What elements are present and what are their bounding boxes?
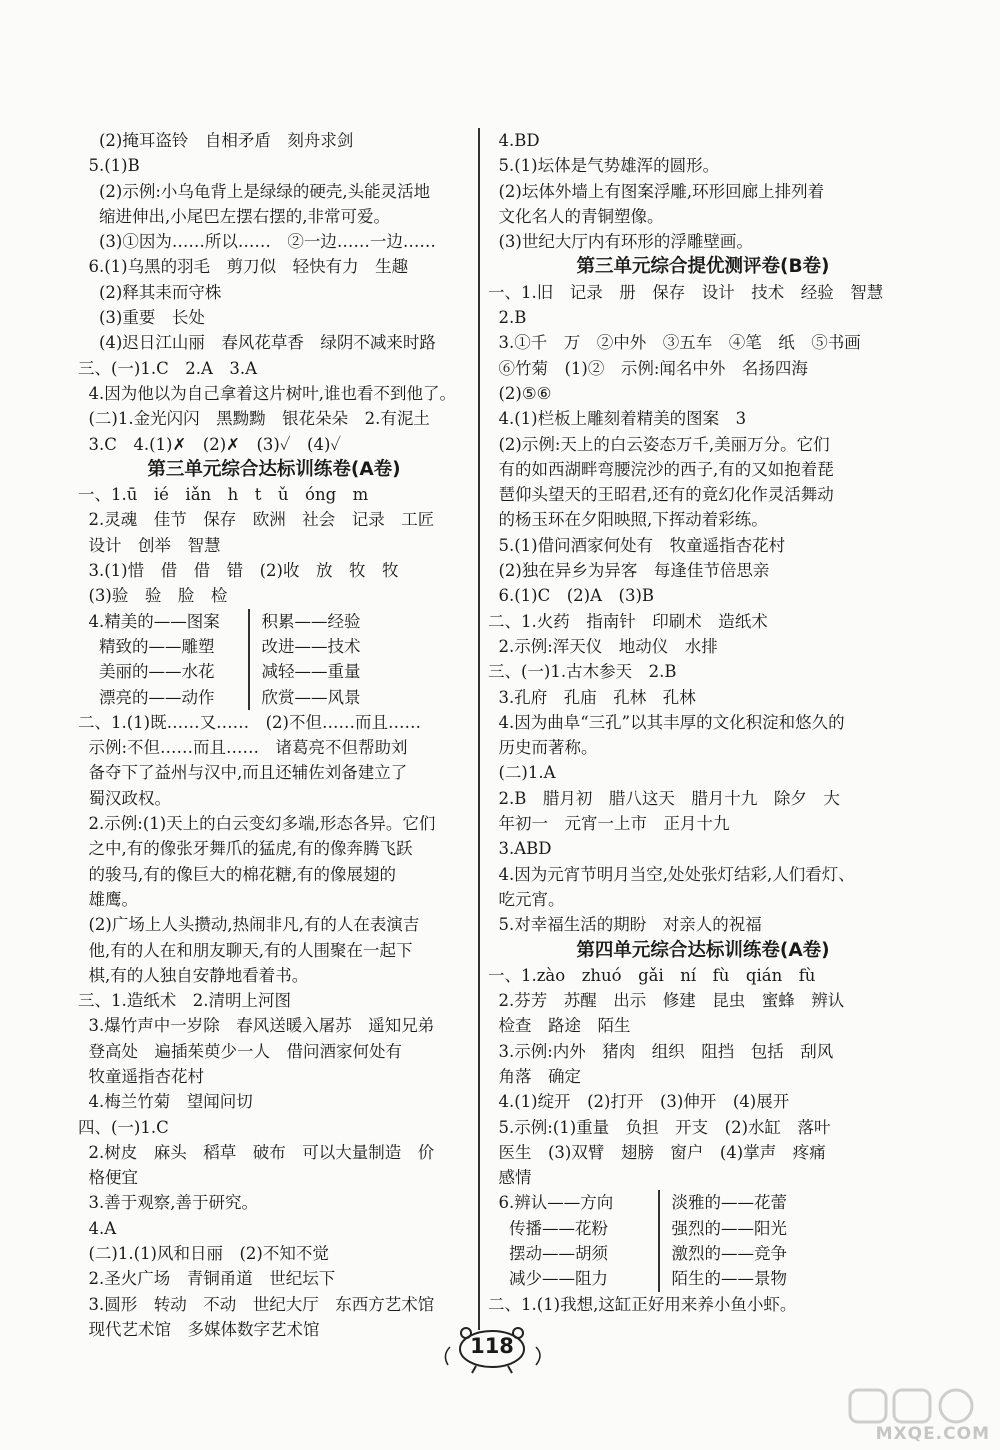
heading-unit3-a: 第三单元综合达标训练卷(A卷)	[147, 458, 401, 480]
watermark-text: MXQE.COM	[875, 1424, 990, 1444]
answer-line: 琶仰头望天的王昭君,还有的竟幻化作灵活舞动	[488, 485, 834, 505]
answer-line: 雄鹰。	[78, 889, 138, 909]
answers-unit3-a-part1	[78, 482, 470, 608]
pair-divider	[248, 609, 250, 634]
answer-line: (2)示例:小乌龟背上是绿绿的硬壳,头能灵活地	[78, 181, 431, 201]
answer-line: 牧童遥指杏花村	[78, 1066, 204, 1086]
answer-line: (2)示例:天上的白云姿态万千,美丽万分。它们	[488, 434, 830, 454]
pair-divider	[658, 1216, 660, 1241]
matching-pair-row	[78, 685, 470, 710]
pair-right: 强烈的——阳光	[671, 1218, 787, 1238]
answer-line: 二、1.火药 指南针 印刷术 造纸术	[488, 611, 768, 631]
answer-line: 2.树皮 麻头 稻草 破布 可以大量制造 价	[78, 1142, 435, 1162]
matching-pair-row	[488, 1190, 918, 1215]
answer-line: (2)独在异乡为异客 每逢佳节倍思亲	[488, 561, 770, 581]
answer-line: 备夺下了益州与汉中,而且还辅佐刘备建立了	[78, 763, 408, 783]
answer-line: (2)⑤⑥	[488, 383, 552, 403]
answer-line: 3.ABD	[488, 839, 552, 859]
answer-line: 三、(一)1.古木参天 2.B	[488, 662, 677, 682]
answer-line: 3.(1)惜 借 借 错 (2)收 放 牧 牧	[78, 561, 399, 581]
answer-line: 吃元宵。	[488, 889, 565, 909]
answer-line: 的杨玉环在夕阳映照,下挥动着彩练。	[488, 510, 768, 530]
answer-line: 有的如西湖畔弯腰浣沙的西子,有的又如抱着琵	[488, 459, 834, 479]
answer-line: 4.A	[78, 1218, 117, 1238]
answer-line: 医生 (3)双臂 翅膀 窗户 (4)掌声 疼痛	[488, 1142, 826, 1162]
pair-right: 积累——经验	[261, 611, 361, 631]
answer-line: (2)坛体外墙上有图案浮雕,环形回廊上排列着	[488, 181, 825, 201]
watermark-logo-icon	[820, 1388, 990, 1428]
answer-line: 4.因为曲阜“三孔”以其丰厚的文化积淀和悠久的	[488, 712, 845, 732]
answers-unit2-tail	[78, 128, 470, 457]
answer-line: 3.圆形 转动 不动 世纪大厅 东西方艺术馆	[78, 1294, 435, 1314]
watermark	[820, 1388, 990, 1444]
answer-line: (3)世纪大厅内有环形的浮雕壁画。	[488, 232, 753, 252]
answer-line: 5.(1)B	[78, 156, 140, 176]
matching-pairs-unit3-a	[78, 609, 470, 710]
answer-line: 的骏马,有的像巨大的棉花糖,有的像展翅的	[78, 864, 396, 884]
matching-pair-row	[488, 1266, 918, 1291]
pair-divider	[248, 685, 250, 710]
answer-line: (二)1.金光闪闪 黑黝黝 银花朵朵 2.有泥土	[78, 409, 430, 429]
answer-line: 4.(1)栏板上雕刻着精美的图案 3	[488, 409, 747, 429]
pair-left: 摆动——胡须	[488, 1244, 608, 1264]
answer-line: 三、(一)1.C 2.A 3.A	[78, 358, 258, 378]
answer-line: 5.对幸福生活的期盼 对亲人的祝福	[488, 915, 762, 935]
matching-pair-row	[78, 634, 470, 659]
answer-line: 2.B 腊月初 腊八这天 腊月十九 除夕 大	[488, 788, 840, 808]
pair-divider	[658, 1241, 660, 1266]
answer-line: 历史而著称。	[488, 738, 598, 758]
answer-line: 二、1.(1)既……又…… (2)不但……而且……	[78, 712, 421, 732]
answer-line: 缩进伸出,小尾巴左摆右摆的,非常可爱。	[78, 206, 390, 226]
pair-divider	[248, 659, 250, 684]
pair-left: 传播——花粉	[488, 1218, 608, 1238]
answer-line: (二)1.A	[488, 763, 556, 783]
answers-unit3-a-part2	[78, 710, 470, 1342]
answers-unit3-b	[488, 280, 918, 938]
answer-line: 年初一 元宵一上市 正月十九	[488, 814, 730, 834]
answer-line: (3)验 验 脸 检	[78, 586, 228, 606]
answer-line: 3.善于观察,善于研究。	[78, 1193, 258, 1213]
pair-left: 4.精美的——图案	[78, 611, 220, 631]
pair-divider	[658, 1266, 660, 1291]
heading-unit3-b: 第三单元综合提优测评卷(B卷)	[576, 256, 830, 278]
answer-line: 6.(1)乌黑的羽毛 剪刀似 轻快有力 生趣	[78, 257, 409, 277]
answer-line: 他,有的人在和朋友聊天,有的人围聚在一起下	[78, 940, 413, 960]
answer-line: 二、1.(1)我想,这缸正好用来养小鱼小虾。	[488, 1294, 797, 1314]
answer-line: 6.(1)C (2)A (3)B	[488, 586, 655, 606]
answer-line: (3)重要 长处	[78, 308, 205, 328]
pair-right: 陌生的——景物	[671, 1269, 787, 1289]
answer-line: 5.(1)借问酒家何处有 牧童遥指杏花村	[488, 535, 786, 555]
matching-pair-row	[78, 609, 470, 634]
pair-right: 减轻——重量	[261, 662, 361, 682]
answer-line: 2.芬芳 苏醒 出示 修建 昆虫 蜜蜂 辨认	[488, 991, 845, 1011]
answer-line: 棋,有的人独自安静地看着书。	[78, 965, 309, 985]
answer-line: 一、1.ū ié iǎn h t ǔ óng m	[78, 485, 369, 505]
heading-unit4-a: 第四单元综合达标训练卷(A卷)	[576, 939, 830, 961]
answer-line: 设计 创举 智慧	[78, 535, 221, 555]
page-number-badge	[440, 1325, 550, 1375]
pair-divider	[248, 634, 250, 659]
answer-line: 格便宜	[78, 1168, 138, 1188]
answer-line: 三、1.造纸术 2.清明上河图	[78, 991, 291, 1011]
answer-line: 角落 确定	[488, 1066, 581, 1086]
answer-line: 2.B	[488, 308, 527, 328]
answers-unit4-a-part2	[488, 1292, 918, 1317]
matching-pair-row	[488, 1241, 918, 1266]
answer-line: (二)1.(1)风和日丽 (2)不知不觉	[78, 1244, 329, 1264]
answer-line: 四、(一)1.C	[78, 1117, 169, 1137]
pair-right: 改进——技术	[261, 636, 361, 656]
answer-line: 4.BD	[488, 131, 540, 150]
answer-line: 3.C 4.(1)✗ (2)✗ (3)✓ (4)✓	[78, 434, 342, 454]
pair-right: 欣赏——风景	[261, 687, 361, 707]
answer-line: 5.(1)坛体是气势雄浑的圆形。	[488, 156, 720, 176]
pair-right: 淡雅的——花蕾	[671, 1193, 787, 1213]
matching-pairs-unit4-a	[488, 1190, 918, 1291]
answer-line: 示例:不但……而且…… 诸葛亮不但帮助刘	[78, 738, 408, 758]
answer-line: 3.①千 万 ②中外 ③五车 ④笔 纸 ⑤书画	[488, 333, 861, 353]
answers-unit3-a-end	[488, 128, 918, 254]
answer-line: 文化名人的青铜塑像。	[488, 206, 664, 226]
matching-pair-row	[488, 1216, 918, 1241]
right-column	[488, 128, 918, 1317]
answer-line: 3.孔府 孔庙 孔林 孔林	[488, 687, 696, 707]
answer-line: 蜀汉政权。	[78, 788, 171, 808]
answer-line: ⑥竹菊 (1)② 示例:闻名中外 名扬四海	[488, 358, 808, 378]
answer-line: (2)释其耒而守株	[78, 282, 222, 302]
pair-right: 激烈的——竞争	[671, 1244, 787, 1264]
pair-left: 美丽的——水花	[78, 662, 215, 682]
answer-line: (2)掩耳盗铃 自相矛盾 刻舟求剑	[78, 131, 354, 150]
pair-left: 6.辨认——方向	[488, 1193, 614, 1213]
pair-left: 精致的——雕塑	[78, 636, 215, 656]
answer-line: 现代艺术馆 多媒体数字艺术馆	[78, 1319, 320, 1339]
answer-line: 感情	[488, 1168, 532, 1188]
pair-left: 减少——阻力	[488, 1269, 608, 1289]
answer-line: 2.灵魂 佳节 保存 欧洲 社会 记录 工匠	[78, 510, 435, 530]
answer-line: 检查 路途 陌生	[488, 1016, 631, 1036]
answer-line: 4.梅兰竹菊 望闻问切	[78, 1092, 253, 1112]
answer-line: (4)迟日江山丽 春风花草香 绿阴不减来时路	[78, 333, 436, 353]
answer-line: (2)广场上人头攒动,热闹非凡,有的人在表演吉	[78, 915, 420, 935]
answer-line: 2.示例:(1)天上的白云变幻多端,形态各异。它们	[78, 814, 436, 834]
pair-divider	[658, 1190, 660, 1215]
answer-line: (3)①因为……所以…… ②一边……一边……	[78, 232, 436, 252]
column-divider	[478, 128, 480, 1330]
answer-line: 2.示例:浑天仪 地动仪 水排	[488, 636, 718, 656]
answer-line: 一、1.zào zhuó gǎi ní fù qián fù	[488, 965, 816, 985]
answer-line: 5.示例:(1)重量 负担 开支 (2)水缸 落叶	[488, 1117, 831, 1137]
answer-line: 2.圣火广场 青铜甬道 世纪坛下	[78, 1269, 336, 1289]
pair-left: 漂亮的——动作	[78, 687, 215, 707]
answer-line: 4.(1)绽开 (2)打开 (3)伸开 (4)展开	[488, 1092, 790, 1112]
answer-line: 之中,有的像张牙舞爪的猛虎,有的像奔腾飞跃	[78, 839, 413, 859]
matching-pair-row	[78, 659, 470, 684]
page-number: 118	[470, 1334, 514, 1358]
answer-line: 3.爆竹声中一岁除 春风送暖入屠苏 遥知兄弟	[78, 1016, 435, 1036]
answer-line: 一、1.旧 记录 册 保存 设计 技术 经验 智慧	[488, 282, 884, 302]
answer-line: 4.因为元宵节明月当空,处处张灯结彩,人们看灯、	[488, 864, 855, 884]
answer-line: 登高处 遍插茱萸少一人 借问酒家何处有	[78, 1041, 402, 1061]
answer-line: 3.示例:内外 猪肉 组织 阻挡 包括 刮风	[488, 1041, 834, 1061]
answers-unit4-a-part1	[488, 963, 918, 1191]
answer-line: 4.因为他以为自己拿着这片树叶,谁也看不到他了。	[78, 383, 456, 403]
left-column	[78, 128, 470, 1342]
